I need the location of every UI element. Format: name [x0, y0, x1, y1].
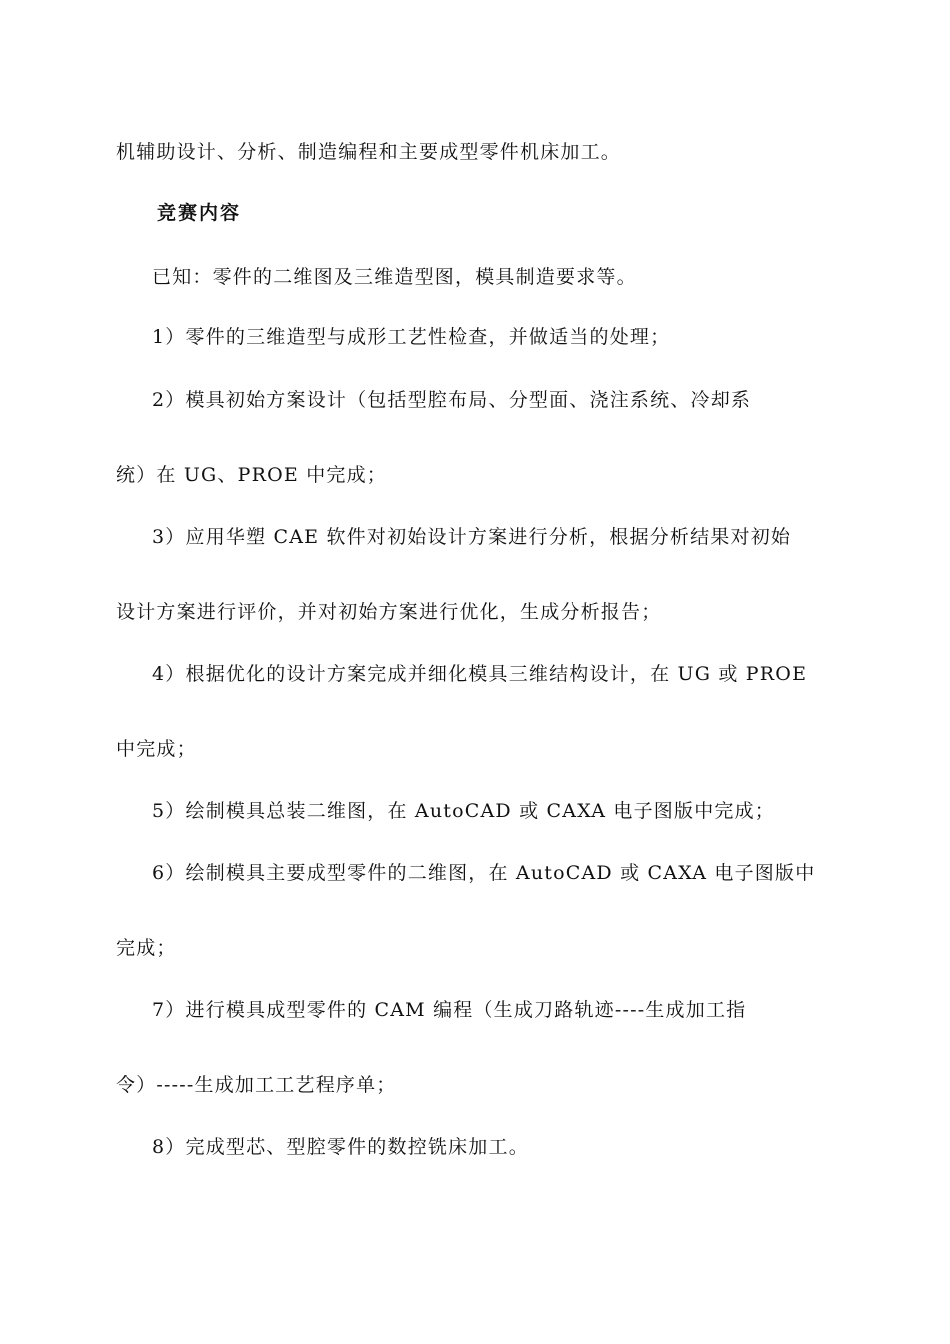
paragraph-continuation: 机辅助设计、分析、制造编程和主要成型零件机床加工。	[116, 141, 622, 163]
item-4-line-2: 中完成；	[116, 738, 197, 760]
item-2-line-2: 统）在 UG、PROE 中完成；	[116, 464, 388, 486]
item-4-line-1: 4）根据优化的设计方案完成并细化模具三维结构设计，在 UG 或 PROE	[152, 663, 808, 685]
section-heading: 竞赛内容	[157, 202, 242, 224]
known-conditions: 已知：零件的二维图及三维造型图，模具制造要求等。	[152, 266, 637, 288]
item-3-line-2: 设计方案进行评价，并对初始方案进行优化，生成分析报告；	[116, 601, 662, 623]
item-6-line-1: 6）绘制模具主要成型零件的二维图，在 AutoCAD 或 CAXA 电子图版中	[152, 862, 816, 884]
item-5-line-1: 5）绘制模具总装二维图，在 AutoCAD 或 CAXA 电子图版中完成；	[152, 800, 776, 822]
item-2-line-1: 2）模具初始方案设计（包括型腔布局、分型面、浇注系统、冷却系	[152, 389, 752, 411]
item-8-line-1: 8）完成型芯、型腔零件的数控铣床加工。	[152, 1136, 529, 1158]
item-3-line-1: 3）应用华塑 CAE 软件对初始设计方案进行分析，根据分析结果对初始	[152, 526, 792, 548]
item-1-line-1: 1）零件的三维造型与成形工艺性检查，并做适当的处理；	[152, 326, 671, 348]
item-6-line-2: 完成；	[116, 937, 177, 959]
item-7-line-2: 令）-----生成加工工艺程序单；	[116, 1074, 397, 1096]
item-7-line-1: 7）进行模具成型零件的 CAM 编程（生成刀路轨迹----生成加工指	[152, 999, 747, 1021]
